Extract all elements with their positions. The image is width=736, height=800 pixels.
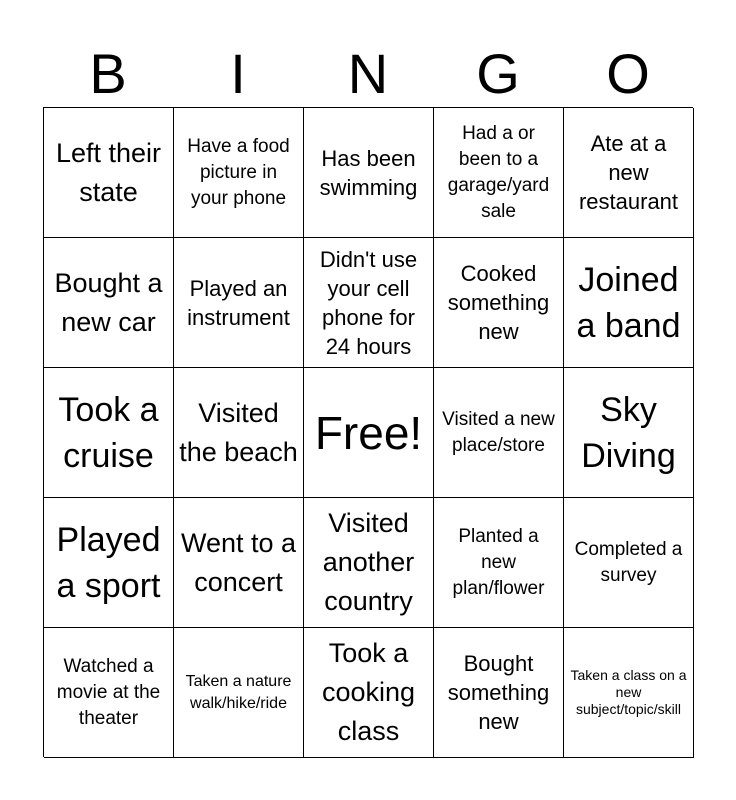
cell-text: Joined a band [576,260,681,345]
bingo-cell[interactable] [434,238,564,368]
cell-text: Cooked something new [447,261,550,344]
cell-text: Taken a class on a new subject/topic/skill [570,667,687,717]
cell-text: Has been swimming [319,145,418,200]
bingo-cell[interactable] [564,628,694,758]
cell-text: Played a sport [56,520,161,605]
bingo-cell[interactable] [174,238,304,368]
bingo-cell[interactable] [564,238,694,368]
bingo-cell[interactable] [304,628,434,758]
cell-text: Didn't use your cell phone for 24 hours [319,246,418,359]
cell-text: Left their state [55,137,162,207]
bingo-cell[interactable] [44,628,174,758]
cell-text: Visited the beach [179,397,298,467]
bingo-cell[interactable] [44,238,174,368]
cell-text: Taken a nature walk/hike/ride [185,672,292,712]
bingo-cell[interactable] [434,108,564,238]
bingo-cell[interactable] [44,368,174,498]
cell-text: Bought a new car [54,267,163,337]
bingo-cell[interactable] [434,368,564,498]
bingo-cell[interactable] [564,498,694,628]
bingo-cell[interactable] [304,108,434,238]
free-cell[interactable] [304,368,434,498]
bingo-cell[interactable] [44,108,174,238]
cell-text: Visited a new place/store [442,408,555,456]
bingo-header [43,40,693,108]
free-space-text: Free! [314,406,423,459]
cell-text: Planted a new plan/flower [452,525,545,599]
bingo-cell[interactable] [564,108,694,238]
bingo-cell[interactable] [434,498,564,628]
cell-text: Had a or been to a garage/yard sale [447,122,550,222]
header-letter-g: G [476,42,520,105]
cell-text: Took a cruise [58,390,159,475]
cell-text: Took a cooking class [321,638,416,746]
bingo-cell[interactable] [304,238,434,368]
cell-text: Ate at a new restaurant [578,131,679,214]
cell-text: Played an instrument [187,275,290,330]
bingo-cell[interactable] [304,498,434,628]
bingo-cell[interactable] [174,108,304,238]
bingo-board [43,107,693,757]
header-letter-i: I [230,42,246,105]
header-letter-o: O [606,42,650,105]
cell-text: Sky Diving [581,390,676,475]
cell-text: Bought something new [447,651,550,734]
bingo-cell[interactable] [434,628,564,758]
cell-text: Watched a movie at the theater [56,655,161,729]
bingo-cell[interactable] [174,628,304,758]
cell-text: Went to a concert [180,527,297,597]
cell-text: Visited another country [322,508,415,616]
header-letter-n: N [347,42,389,105]
bingo-cell[interactable] [44,498,174,628]
bingo-cell[interactable] [174,368,304,498]
bingo-cell[interactable] [174,498,304,628]
bingo-cell[interactable] [564,368,694,498]
cell-text: Completed a survey [574,538,683,586]
header-letter-b: B [89,42,127,105]
cell-text: Have a food picture in your phone [187,135,290,209]
